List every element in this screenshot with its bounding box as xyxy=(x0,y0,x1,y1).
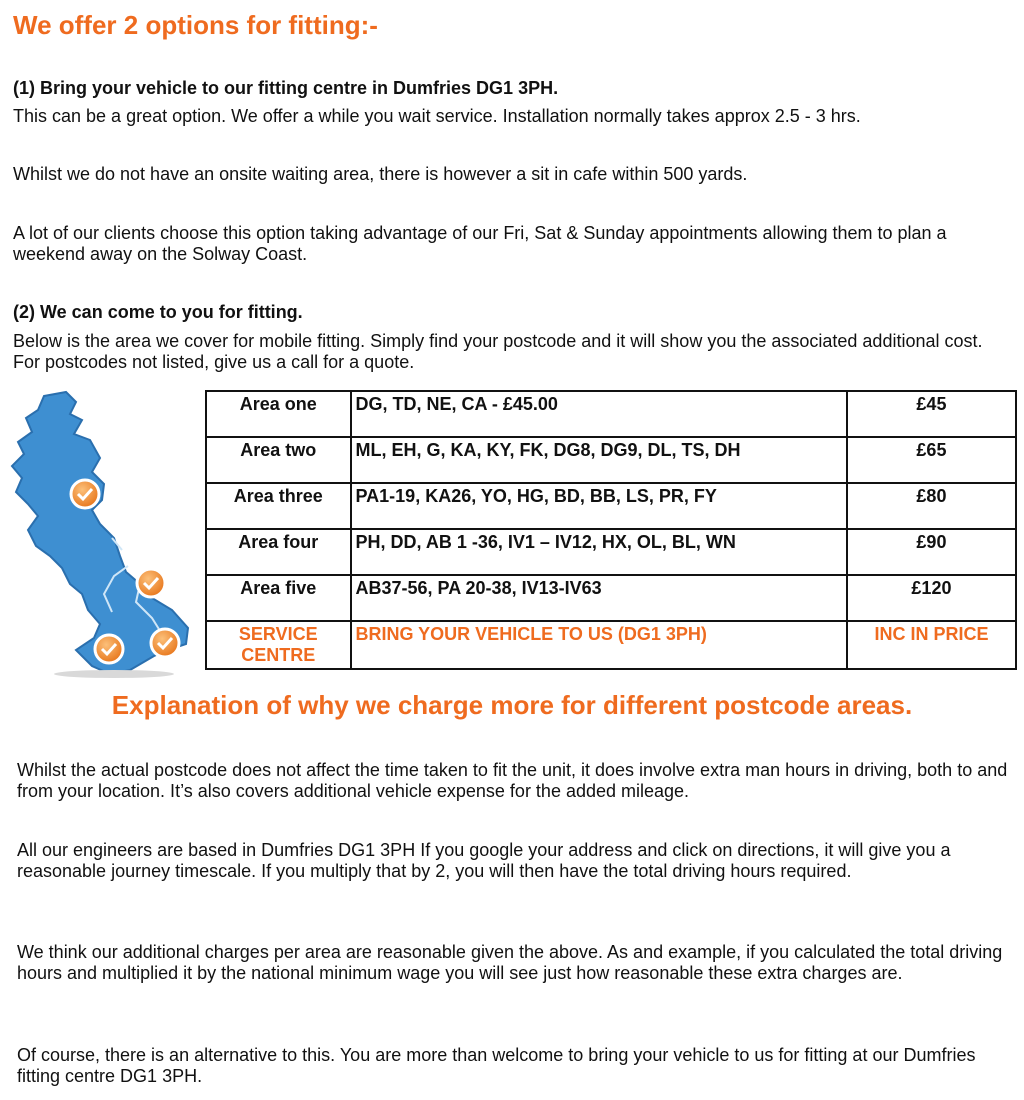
option1-title: (1) Bring your vehicle to our fitting centre in Dumfries DG1 3PH. xyxy=(13,78,559,98)
table-row xyxy=(206,437,1016,483)
uk-map-icon xyxy=(4,388,204,680)
area-price: £80 xyxy=(847,483,1016,529)
explanation-paragraph-1: Whilst the actual postcode does not affect the time taken to fit the unit, it does involve extra man hours in driving, both to and from your location. It’s also covers additional vehicle expense for the added mileage. xyxy=(17,760,1008,801)
area-postcodes: AB37-56, PA 20-38, IV13-IV63 xyxy=(351,575,847,621)
area-name: Area three xyxy=(206,483,351,529)
area-price: £45 xyxy=(847,391,1016,437)
option1-paragraph-2: Whilst we do not have an onsite waiting area, there is however a sit in cafe within 500 yards. xyxy=(13,164,748,184)
area-name: SERVICE CENTRE xyxy=(206,621,351,669)
option1-paragraph-1: This can be a great option. We offer a while you wait service. Installation normally takes approx 2.5 - 3 hrs. xyxy=(13,106,861,126)
table-row xyxy=(206,529,1016,575)
table-row xyxy=(206,483,1016,529)
area-name: Area two xyxy=(206,437,351,483)
table-row xyxy=(206,391,1016,437)
area-price: £90 xyxy=(847,529,1016,575)
area-postcodes: BRING YOUR VEHICLE TO US (DG1 3PH) xyxy=(351,621,847,669)
explanation-heading: Explanation of why we charge more for different postcode areas. xyxy=(111,690,913,720)
area-postcodes: PH, DD, AB 1 -36, IV1 – IV12, HX, OL, BL, WN xyxy=(351,529,847,575)
explanation-paragraph-4: Of course, there is an alternative to this. You are more than welcome to bring your vehicle to us for fitting at our Dumfries fitting centre DG1 3PH. xyxy=(17,1045,976,1086)
option2-title: (2) We can come to you for fitting. xyxy=(13,302,303,322)
area-name: Area four xyxy=(206,529,351,575)
area-price: INC IN PRICE xyxy=(847,621,1016,669)
table-row-service-centre xyxy=(206,621,1016,669)
area-price-table xyxy=(205,390,1017,670)
area-price: £65 xyxy=(847,437,1016,483)
checkmark-marker-icon xyxy=(135,567,167,604)
checkmark-marker-icon xyxy=(149,627,181,664)
area-postcodes: PA1-19, KA26, YO, HG, BD, BB, LS, PR, FY xyxy=(351,483,847,529)
checkmark-marker-icon xyxy=(93,633,125,670)
checkmark-marker-icon xyxy=(69,478,101,515)
option1-paragraph-3: A lot of our clients choose this option taking advantage of our Fri, Sat & Sunday appointments allowing them to plan a weekend away on the Solway Coast. xyxy=(13,223,947,264)
explanation-paragraph-2: All our engineers are based in Dumfries DG1 3PH If you google your address and click on directions, it will give you a reasonable journey timescale. If you multiply that by 2, you will then have the total driving hours required. xyxy=(17,840,951,881)
area-price: £120 xyxy=(847,575,1016,621)
area-postcodes: ML, EH, G, KA, KY, FK, DG8, DG9, DL, TS, DH xyxy=(351,437,847,483)
option2-paragraph-1: Below is the area we cover for mobile fitting. Simply find your postcode and it will show you the associated additional cost. For postcodes not listed, give us a call for a quote. xyxy=(13,331,983,372)
explanation-paragraph-3: We think our additional charges per area are reasonable given the above. As and example, if you calculated the total driving hours and multiplied it by the national minimum wage you will see just how reasonable these extra charges are. xyxy=(17,942,1003,983)
page-title: We offer 2 options for fitting:- xyxy=(13,10,378,40)
table-row xyxy=(206,575,1016,621)
area-name: Area one xyxy=(206,391,351,437)
area-postcodes: DG, TD, NE, CA - £45.00 xyxy=(351,391,847,437)
area-name: Area five xyxy=(206,575,351,621)
